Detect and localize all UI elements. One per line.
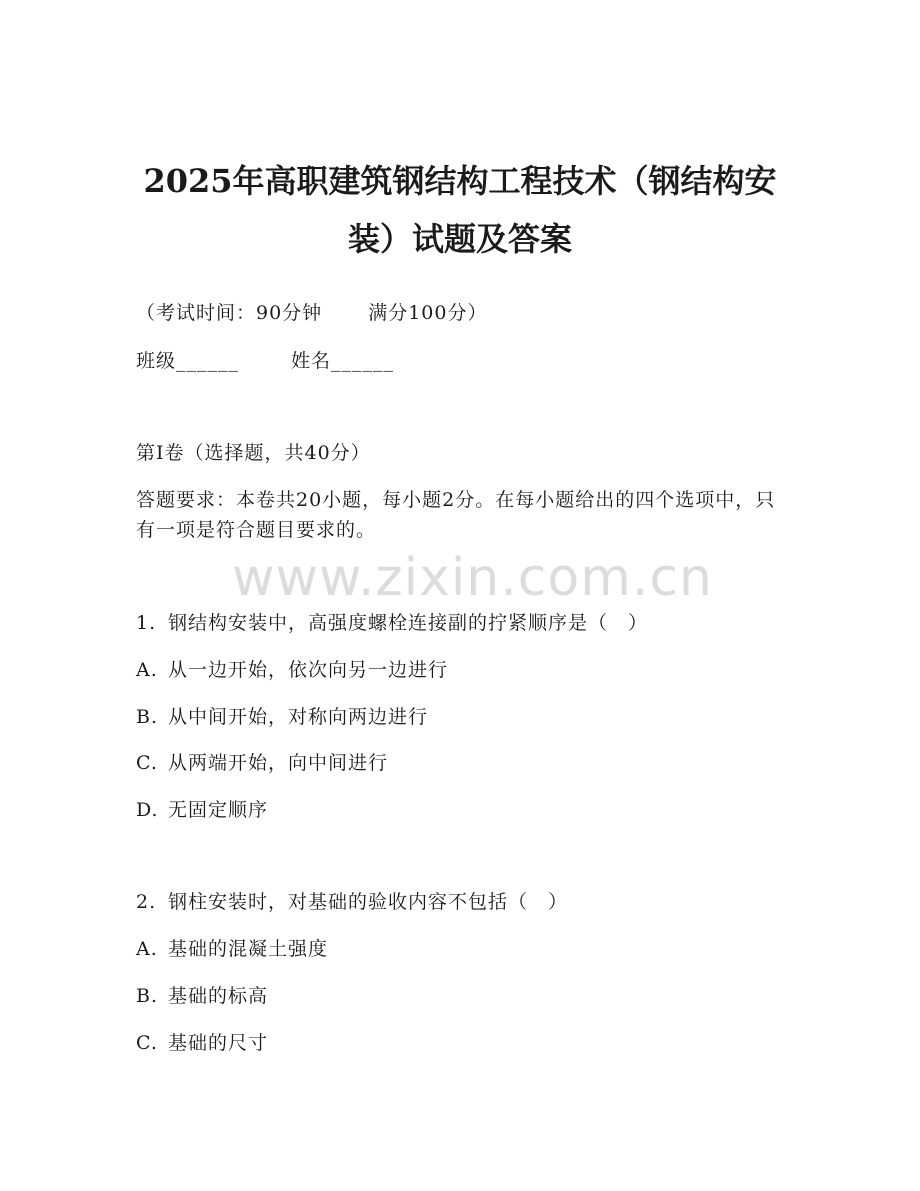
question-2 [136,889,568,915]
question-text: 钢结构安装中，高强度螺栓连接副的拧紧顺序是（ ） [168,612,649,634]
option-text: 基础的尺寸 [168,1032,269,1054]
watermark: www.zixin.com.cn [232,548,713,608]
option-label: C. [136,752,158,774]
full-score: 满分100分） [368,302,488,324]
exam-time: （考试时间：90分钟 [136,302,323,324]
title-line-2: 装）试题及答案 [347,220,572,258]
question-2-option-b [136,983,268,1009]
question-1-option-c [136,750,388,776]
document-title [120,152,800,268]
class-field: 班级______ [136,350,240,372]
exam-info [136,300,487,326]
option-text: 基础的标高 [168,985,269,1007]
question-1-option-b [136,704,428,730]
section-heading: 第I卷（选择题，共40分） [136,442,371,464]
answer-instructions: 答题要求：本卷共20小题，每小题2分。在每小题给出的四个选项中，只有一项是符合题目要求的。 [136,489,776,541]
option-label: B. [136,985,159,1007]
question-2-option-a [136,936,328,962]
question-text: 钢柱安装时，对基础的验收内容不包括（ ） [168,891,569,913]
option-text: 从一边开始，依次向另一边进行 [168,659,449,681]
option-label: B. [136,706,159,728]
option-label: A. [136,659,158,681]
option-text: 无固定顺序 [168,799,269,821]
title-line-1: 2025年高职建筑钢结构工程技术（钢结构安 [143,162,777,200]
student-fields [136,348,394,374]
question-number: 1. [136,612,157,634]
question-1-option-d [136,797,268,823]
name-field: 姓名______ [291,350,395,372]
question-2-option-c [136,1030,268,1056]
option-label: A. [136,938,158,960]
option-text: 从中间开始，对称向两边进行 [168,706,429,728]
question-1-option-a [136,657,448,683]
option-label: C. [136,1032,158,1054]
question-1 [136,610,648,636]
option-label: D. [136,799,159,821]
option-text: 从两端开始，向中间进行 [168,752,389,774]
option-text: 基础的混凝土强度 [168,938,329,960]
question-number: 2. [136,891,157,913]
